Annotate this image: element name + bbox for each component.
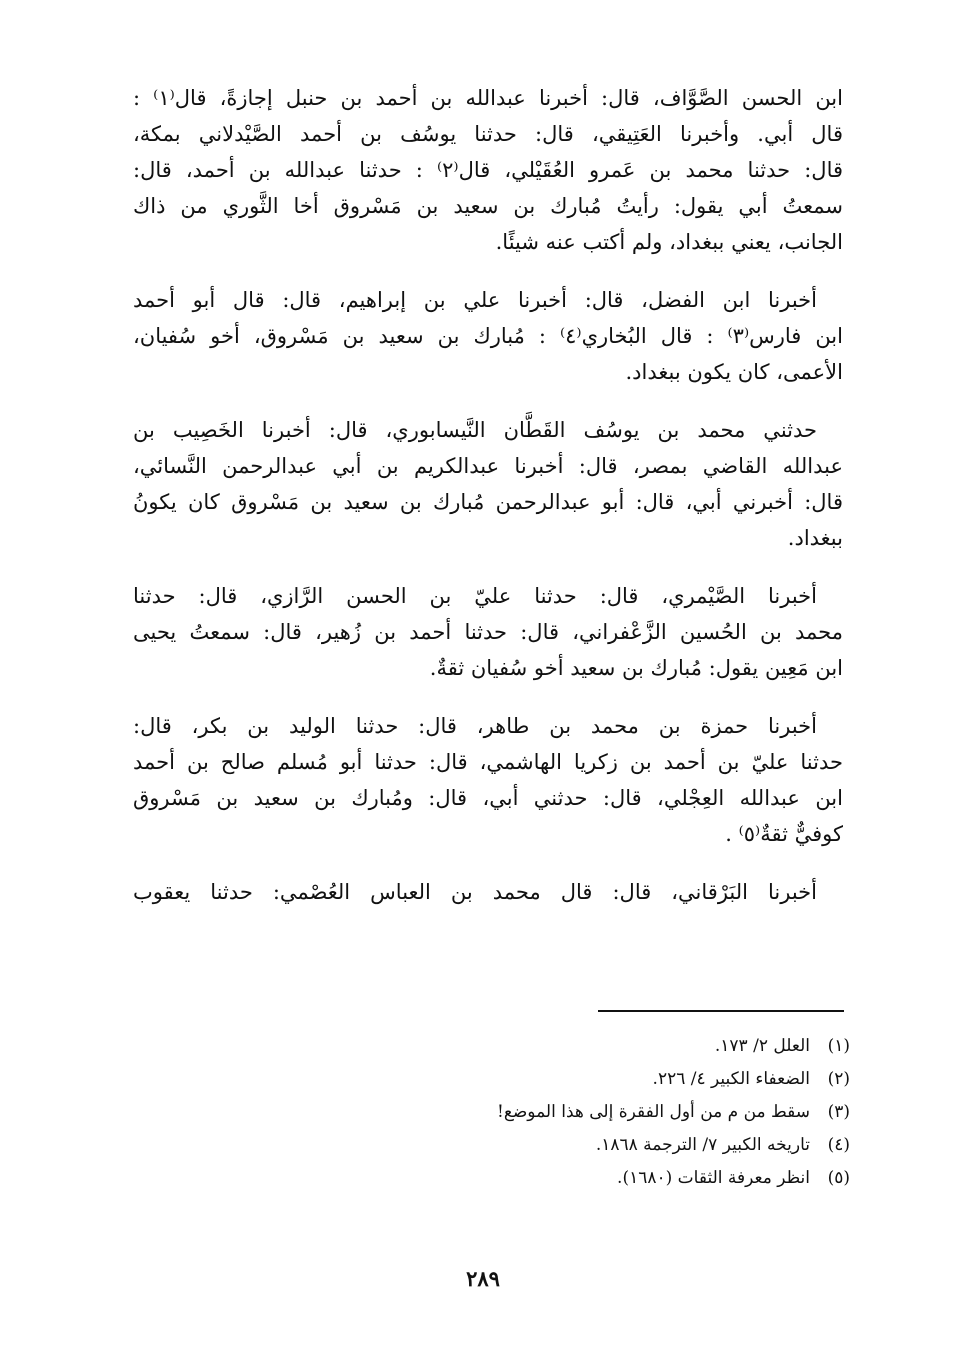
- text-line: الجانب، يعني ببغداد، ولم أكتب عنه شيئًا.: [495, 230, 843, 254]
- footnote-text: تاريخه الكبير ٧/ الترجمة ١٨٦٨.: [595, 1135, 810, 1155]
- footnote-divider: [598, 1010, 844, 1012]
- text-line: سمعتُ أبي يقول: رأيتُ مُبارك بن سعيد بن مَسْروق أخا الثَّوري من ذاك: [133, 194, 843, 218]
- paragraph-5: [133, 708, 843, 852]
- text-line: حدثني محمد بن يوسُف القَطَّان النَّيسابوري، قال: أخبرنا الخَصِيب بن: [133, 418, 817, 442]
- text-line: ابن الحسن الصَّوَّاف، قال: أخبرنا عبدالله بن أحمد بن حنبل إجازةً، قال⁽١⁾ :: [133, 86, 843, 110]
- page-number: ٢٨٩: [466, 1266, 500, 1291]
- text-line: كوفيٌّ ثقةٌ⁽٥⁾ .: [725, 822, 843, 846]
- text-line: عبدالله القاضي بمصر، قال: أخبرنا عبدالكريم بن أبي عبدالرحمن النَّسائي،: [133, 454, 843, 478]
- text-line: ابن مَعِين يقول: مُبارك بن سعيد أخو سُفيان ثقةٌ.: [429, 656, 843, 680]
- paragraph-6: [133, 874, 843, 910]
- footnotes: [400, 1030, 850, 1195]
- text-line: حدثنا عليّ بن أحمد بن زكريا الهاشمي، قال: حدثنا أبو مُسلم صالح بن أحمد: [133, 750, 843, 774]
- text-line: أخبرنا حمزة بن محمد بن طاهر، قال: حدثنا الوليد بن بكر، قال:: [133, 714, 817, 738]
- footnote-number: (٤): [827, 1135, 850, 1155]
- text-line: قال أبي. وأخبرنا العَتِيقي، قال: حدثنا يوسُف بن أحمد الصَّيْدلاني بمكة،: [133, 122, 843, 146]
- paragraph-1: [133, 80, 843, 260]
- footnote-text: العلل ٢/ ١٧٣.: [714, 1036, 810, 1056]
- text-line: ببغداد.: [787, 526, 843, 550]
- footnote-number: (٥): [827, 1168, 850, 1188]
- text-line: قال: أخبرني أبي، قال: أبو عبدالرحمن مُبارك بن سعيد بن مَسْروق كان يكونُ: [133, 490, 843, 514]
- main-text: [133, 80, 843, 932]
- footnote: [400, 1030, 850, 1063]
- footnote-number: (١): [827, 1036, 850, 1056]
- text-line: أخبرنا البَرْقاني، قال: قال محمد بن العباس العُصْمي: حدثنا يعقوب: [133, 880, 817, 904]
- footnote: [400, 1129, 850, 1162]
- text-line: ابن فارس⁽٣⁾ : قال البُخاري⁽٤⁾ : مُبارك بن سعيد بن مَسْروق، أخو سُفيان،: [133, 324, 843, 348]
- footnote-text: الضعفاء الكبير ٤/ ٢٢٦.: [652, 1069, 810, 1089]
- footnote: [400, 1096, 850, 1129]
- footnote-number: (٢): [827, 1069, 850, 1089]
- text-line: أخبرنا الصَّيْمري، قال: حدثنا عليّ بن الحسن الرَّازي، قال: حدثنا: [133, 584, 817, 608]
- paragraph-3: [133, 412, 843, 556]
- footnote: [400, 1162, 850, 1195]
- text-line: محمد بن الحُسين الزَّعْفراني، قال: حدثنا أحمد بن زُهير، قال: سمعتُ يحيى: [133, 620, 843, 644]
- text-line: الأعمى، كان يكون ببغداد.: [625, 360, 843, 384]
- paragraph-2: [133, 282, 843, 390]
- text-line: ابن عبدالله العِجْلي، قال: حدثني أبي، قال: ومُبارك بن سعيد بن مَسْروق: [133, 786, 843, 810]
- footnote-text: انظر معرفة الثقات (١٦٨٠).: [617, 1168, 810, 1188]
- footnote: [400, 1063, 850, 1096]
- text-line: قال: حدثنا محمد بن عَمرو العُقَيْلي، قال⁽٢⁾ : حدثنا عبدالله بن أحمد، قال:: [133, 158, 844, 182]
- paragraph-4: [133, 578, 843, 686]
- text-line: أخبرنا ابن الفضل، قال: أخبرنا علي بن إبراهيم، قال: قال أبو أحمد: [133, 288, 817, 312]
- footnote-text: سقط من م من أول الفقرة إلى هذا الموضع!: [496, 1102, 810, 1122]
- footnote-number: (٣): [827, 1102, 850, 1122]
